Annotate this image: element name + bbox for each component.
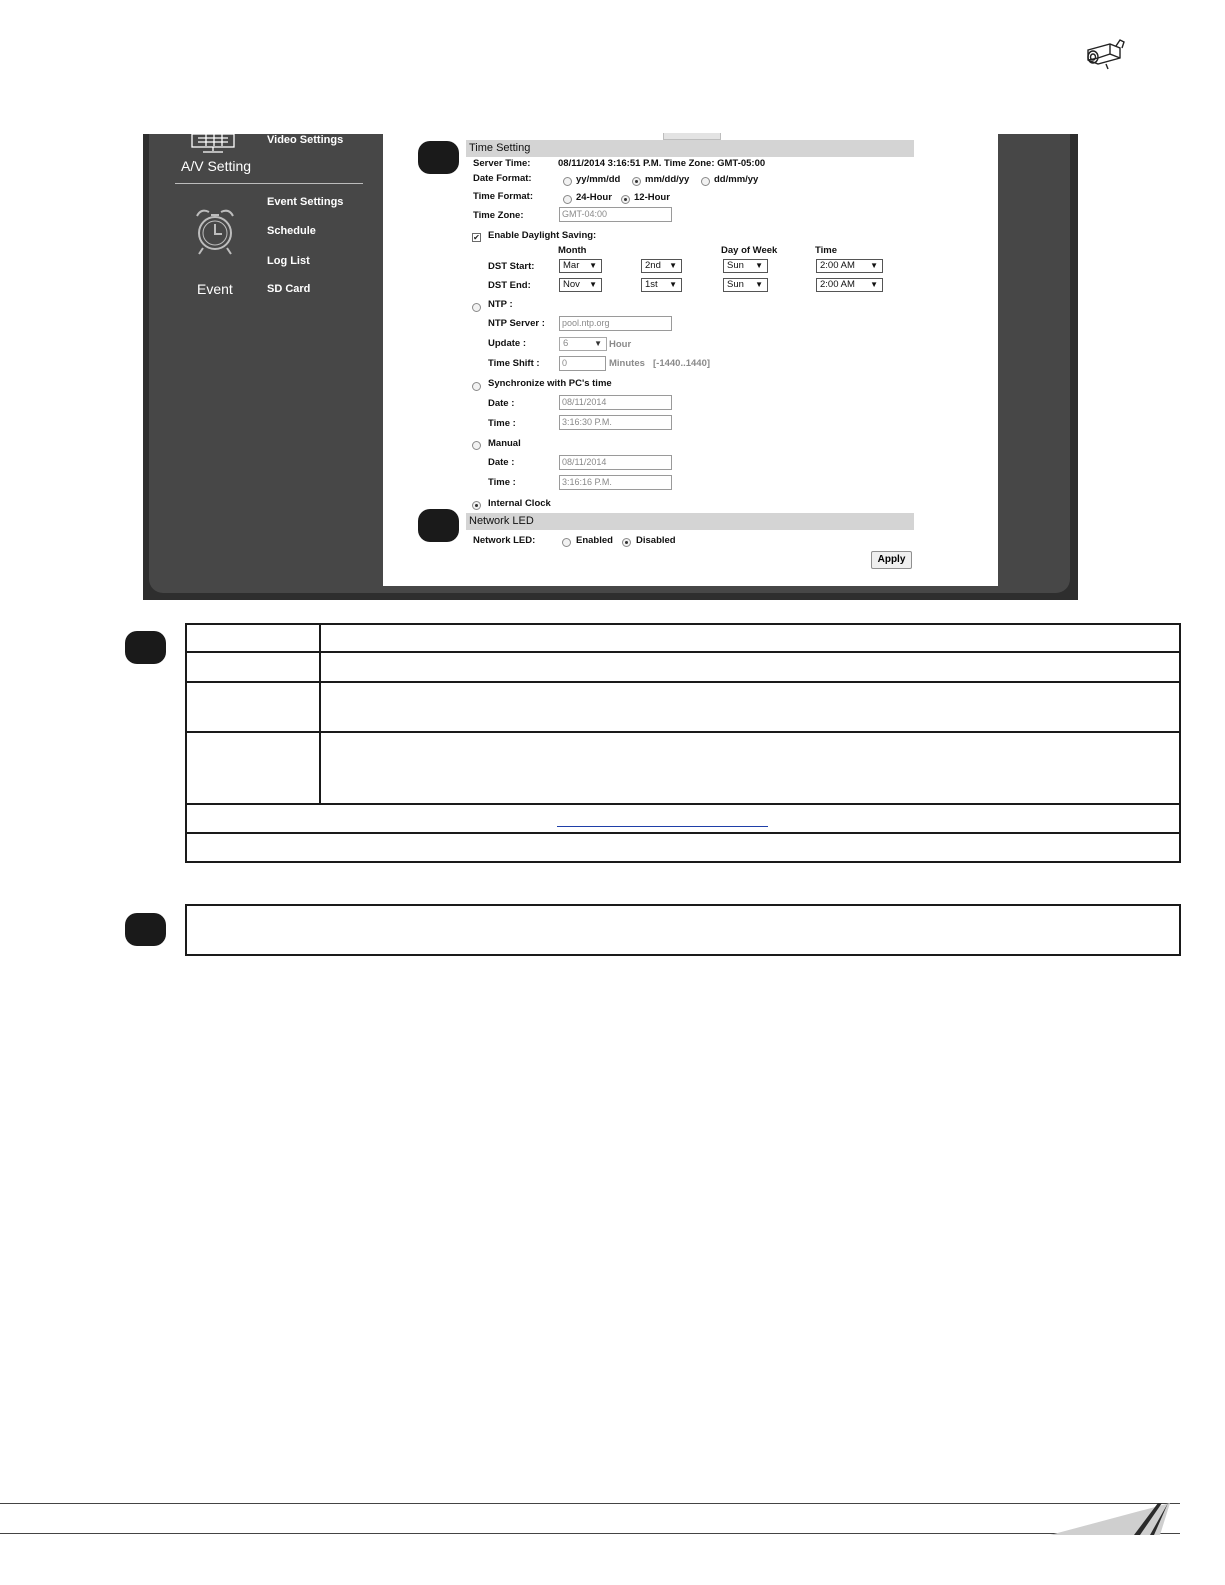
- date-format-radio-ddmmyy[interactable]: [701, 177, 710, 186]
- manual-date-field[interactable]: 08/11/2014: [559, 455, 672, 470]
- select-value: 2nd: [645, 260, 661, 271]
- table-rule: [185, 803, 1181, 805]
- sync-time-label: Time :: [488, 418, 516, 429]
- table-rule: [185, 832, 1181, 834]
- sidebar-item-schedule[interactable]: Schedule: [267, 225, 316, 237]
- network-led-radio-disabled[interactable]: [622, 538, 631, 547]
- dst-col-month: Month: [558, 245, 587, 256]
- footer-rule-top: [0, 1503, 1180, 1504]
- select-value: Sun: [727, 260, 744, 271]
- note-box: [185, 904, 1181, 956]
- date-format-radio-mmddyy[interactable]: [632, 177, 641, 186]
- ntp-update-select[interactable]: [559, 337, 607, 351]
- sidebar-section-event[interactable]: Event: [197, 281, 233, 297]
- select-value: 2:00 AM: [820, 279, 855, 290]
- select-value: 1st: [645, 279, 658, 290]
- network-led-option-label: Disabled: [636, 535, 676, 546]
- dropdown-arrow-icon: ▼: [669, 261, 677, 270]
- dst-start-time-select[interactable]: [816, 259, 883, 273]
- sync-time-field[interactable]: 3:16:30 P.M.: [559, 415, 672, 430]
- select-value: Nov: [563, 279, 580, 290]
- sync-pc-radio[interactable]: [472, 382, 481, 391]
- dst-end-time-select[interactable]: [816, 278, 883, 292]
- sidebar-section-av-setting[interactable]: A/V Setting: [181, 158, 252, 174]
- sync-date-field[interactable]: 08/11/2014: [559, 395, 672, 410]
- monitor-icon: [188, 134, 238, 154]
- date-format-radio-yymmdd[interactable]: [563, 177, 572, 186]
- ntp-update-label: Update :: [488, 338, 526, 349]
- apply-button[interactable]: Apply: [871, 551, 912, 569]
- time-shift-field[interactable]: 0: [559, 356, 606, 371]
- network-led-radio-enabled[interactable]: [562, 538, 571, 547]
- callout-marker-1: [125, 631, 166, 664]
- server-time-value: 08/11/2014 3:16:51 P.M. Time Zone: GMT-05:00: [558, 158, 766, 169]
- time-format-option-label: 24-Hour: [576, 192, 612, 203]
- callout-marker-2: [418, 509, 459, 542]
- dst-col-time: Time: [815, 245, 838, 256]
- sidebar-item-log-list[interactable]: Log List: [267, 255, 310, 267]
- network-led-label: Network LED:: [473, 535, 536, 546]
- manual-time-label: Time :: [488, 477, 516, 488]
- time-format-radio-12h[interactable]: [621, 195, 630, 204]
- dst-start-day-select[interactable]: [723, 259, 768, 273]
- dst-start-week-select[interactable]: [641, 259, 682, 273]
- time-shift-unit: Minutes: [609, 358, 645, 369]
- select-value: Sun: [727, 279, 744, 290]
- sidebar-item-sd-card[interactable]: SD Card: [267, 283, 311, 295]
- time-format-radio-24h[interactable]: [563, 195, 572, 204]
- table-rule: [185, 731, 1181, 733]
- dropdown-arrow-icon: ▼: [589, 280, 597, 289]
- internal-clock-label: Internal Clock: [488, 498, 551, 509]
- manual-radio[interactable]: [472, 441, 481, 450]
- manual-label: Manual: [488, 438, 521, 449]
- ntp-update-unit: Hour: [609, 339, 632, 350]
- date-format-option-label: mm/dd/yy: [645, 174, 690, 185]
- hyperlink-underline[interactable]: [557, 826, 768, 827]
- callout-marker-1: [418, 141, 459, 174]
- brand-stripe-logo: [1050, 1503, 1170, 1535]
- sidebar-divider: [175, 183, 363, 184]
- network-led-option-label: Enabled: [576, 535, 613, 546]
- callout-marker-2: [125, 913, 166, 946]
- dropdown-arrow-icon: ▼: [755, 261, 763, 270]
- date-format-option-label: dd/mm/yy: [714, 174, 759, 185]
- dropdown-arrow-icon: ▼: [589, 261, 597, 270]
- dst-start-label: DST Start:: [488, 261, 535, 272]
- dst-col-day-of-week: Day of Week: [721, 245, 778, 256]
- select-value: 6: [563, 338, 569, 349]
- table-rule: [185, 651, 1181, 653]
- dropdown-arrow-icon: ▼: [594, 339, 602, 348]
- time-setting-header: Time Setting: [466, 140, 914, 157]
- dropdown-arrow-icon: ▼: [870, 280, 878, 289]
- network-led-header: Network LED: [466, 513, 914, 530]
- manual-time-field[interactable]: 3:16:16 P.M.: [559, 475, 672, 490]
- dst-end-month-select[interactable]: [559, 278, 602, 292]
- sync-pc-label: Synchronize with PC's time: [488, 378, 612, 389]
- time-shift-range: [-1440..1440]: [653, 358, 711, 369]
- alarm-clock-icon: [189, 204, 241, 256]
- ntp-server-label: NTP Server :: [488, 318, 545, 329]
- dst-end-day-select[interactable]: [723, 278, 768, 292]
- sidebar-item-event-settings[interactable]: Event Settings: [267, 196, 344, 208]
- date-format-option-label: yy/mm/dd: [576, 174, 621, 185]
- dst-end-week-select[interactable]: [641, 278, 682, 292]
- time-format-label: Time Format:: [473, 191, 534, 202]
- time-format-option-label: 12-Hour: [634, 192, 670, 203]
- server-time-label: Server Time:: [473, 158, 531, 169]
- table-column-rule: [319, 623, 321, 804]
- select-value: Mar: [563, 260, 580, 271]
- dst-checkbox[interactable]: ✔: [473, 233, 480, 242]
- description-table: [185, 623, 1181, 863]
- dropdown-arrow-icon: ▼: [870, 261, 878, 270]
- ntp-label: NTP :: [488, 299, 513, 310]
- internal-clock-radio[interactable]: [472, 501, 481, 510]
- footer-rule-bottom: [0, 1533, 1180, 1534]
- time-shift-label: Time Shift :: [488, 358, 540, 369]
- time-zone-field[interactable]: GMT-04:00: [559, 207, 672, 222]
- dropdown-arrow-icon: ▼: [669, 280, 677, 289]
- dropdown-arrow-icon: ▼: [755, 280, 763, 289]
- sidebar-item-video-settings[interactable]: Video Settings: [267, 134, 344, 146]
- date-format-label: Date Format:: [473, 173, 532, 184]
- dst-end-label: DST End:: [488, 280, 531, 291]
- select-value: 2:00 AM: [820, 260, 855, 271]
- ntp-server-field[interactable]: pool.ntp.org: [559, 316, 672, 331]
- manual-date-label: Date :: [488, 457, 515, 468]
- security-camera-icon: [1080, 36, 1126, 72]
- scroll-tab: [663, 133, 721, 140]
- table-rule: [185, 681, 1181, 683]
- time-zone-label: Time Zone:: [473, 210, 524, 221]
- sync-date-label: Date :: [488, 398, 515, 409]
- dst-checkbox-label: Enable Daylight Saving:: [488, 230, 597, 241]
- ntp-radio[interactable]: [472, 303, 481, 312]
- dst-start-month-select[interactable]: [559, 259, 602, 273]
